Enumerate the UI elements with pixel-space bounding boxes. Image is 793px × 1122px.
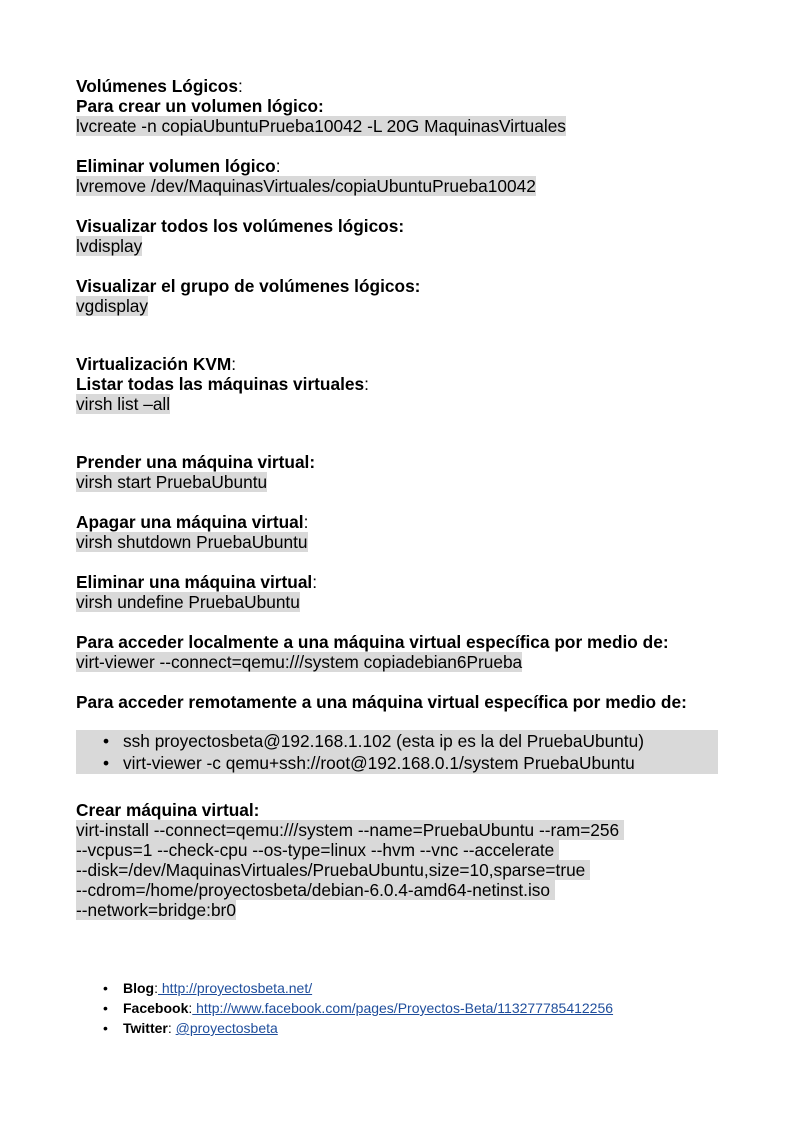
shutdown-vm-command: virsh shutdown PruebaUbuntu [76, 532, 308, 552]
create-vm-command-line: --vcpus=1 --check-cpu --os-type=linux --hvm --vnc --accelerate [76, 840, 560, 860]
delete-volume-title-line: Eliminar volumen lógico: [76, 156, 281, 176]
kvm-heading: Virtualización KVM [76, 354, 232, 374]
volumes-heading: Volúmenes Lógicos [76, 76, 238, 96]
list-item: • ssh proyectosbeta@192.168.1.102 (esta ip es la del PruebaUbuntu) [76, 730, 718, 752]
list-vms-command: virsh list –all [76, 394, 171, 414]
list-vms-title-line: Listar todas las máquinas virtuales: [76, 374, 369, 394]
volume-group-title: Visualizar el grupo de volúmenes lógicos: [76, 276, 421, 296]
undefine-vm-title-line: Eliminar una máquina virtual: [76, 572, 318, 592]
start-vm-title: Prender una máquina virtual: [76, 452, 316, 472]
local-access-title: Para acceder localmente a una máquina virtual específica por medio de: [76, 632, 669, 652]
create-volume-title: Para crear un volumen lógico: [76, 96, 324, 116]
twitter-link[interactable]: @proyectosbeta [175, 1020, 278, 1036]
facebook-link[interactable]: http://www.facebook.com/pages/Proyectos-Beta/113277785412256 [192, 1000, 614, 1016]
contact-links [76, 978, 736, 1038]
start-vm-command: virsh start PruebaUbuntu [76, 472, 268, 492]
shutdown-vm-title-line: Apagar una máquina virtual: [76, 512, 309, 532]
shutdown-vm-title: Apagar una máquina virtual [76, 512, 304, 532]
facebook-label: Facebook [123, 1000, 189, 1016]
list-volumes-title: Visualizar todos los volúmenes lógicos: [76, 216, 405, 236]
create-vm-command-line: virt-install --connect=qemu:///system --name=PruebaUbuntu --ram=256 [76, 820, 624, 840]
document-page [76, 76, 736, 1038]
kvm-heading-line: Virtualización KVM: [76, 354, 237, 374]
create-vm-title: Crear máquina virtual: [76, 800, 260, 820]
delete-volume-command: lvremove /dev/MaquinasVirtuales/copiaUbuntuPrueba10042 [76, 176, 536, 196]
blog-label: Blog [123, 980, 155, 996]
create-vm-command-line: --disk=/dev/MaquinasVirtuales/PruebaUbuntu,size=10,sparse=true [76, 860, 591, 880]
list-volumes-command: lvdisplay [76, 236, 143, 256]
twitter-link-item: • Twitter: @proyectosbeta [76, 1018, 736, 1038]
volume-group-command: vgdisplay [76, 296, 149, 316]
list-vms-title: Listar todas las máquinas virtuales [76, 374, 365, 394]
list-item: • virt-viewer -c qemu+ssh://root@192.168.0.1/system PruebaUbuntu [76, 752, 718, 774]
facebook-link-item: • Facebook: http://www.facebook.com/pages/Proyectos-Beta/113277785412256 [76, 998, 736, 1018]
create-vm-command-line: --network=bridge:br0 [76, 900, 236, 920]
undefine-vm-command: virsh undefine PruebaUbuntu [76, 592, 300, 612]
blog-link[interactable]: http://proyectosbeta.net/ [158, 980, 313, 996]
undefine-vm-title: Eliminar una máquina virtual [76, 572, 313, 592]
blog-link-item: • Blog: http://proyectosbeta.net/ [76, 978, 736, 998]
create-volume-command: lvcreate -n copiaUbuntuPrueba10042 -L 20G MaquinasVirtuales [76, 116, 566, 136]
remote-access-list [76, 730, 718, 774]
remote-access-title: Para acceder remotamente a una máquina virtual específica por medio de: [76, 692, 687, 712]
create-vm-command-line: --cdrom=/home/proyectosbeta/debian-6.0.4-amd64-netinst.iso [76, 880, 555, 900]
local-access-command: virt-viewer --connect=qemu:///system copiadebian6Prueba [76, 652, 523, 672]
delete-volume-title: Eliminar volumen lógico [76, 156, 276, 176]
twitter-label: Twitter [123, 1020, 168, 1036]
volumes-heading-line: Volúmenes Lógicos: [76, 76, 243, 96]
